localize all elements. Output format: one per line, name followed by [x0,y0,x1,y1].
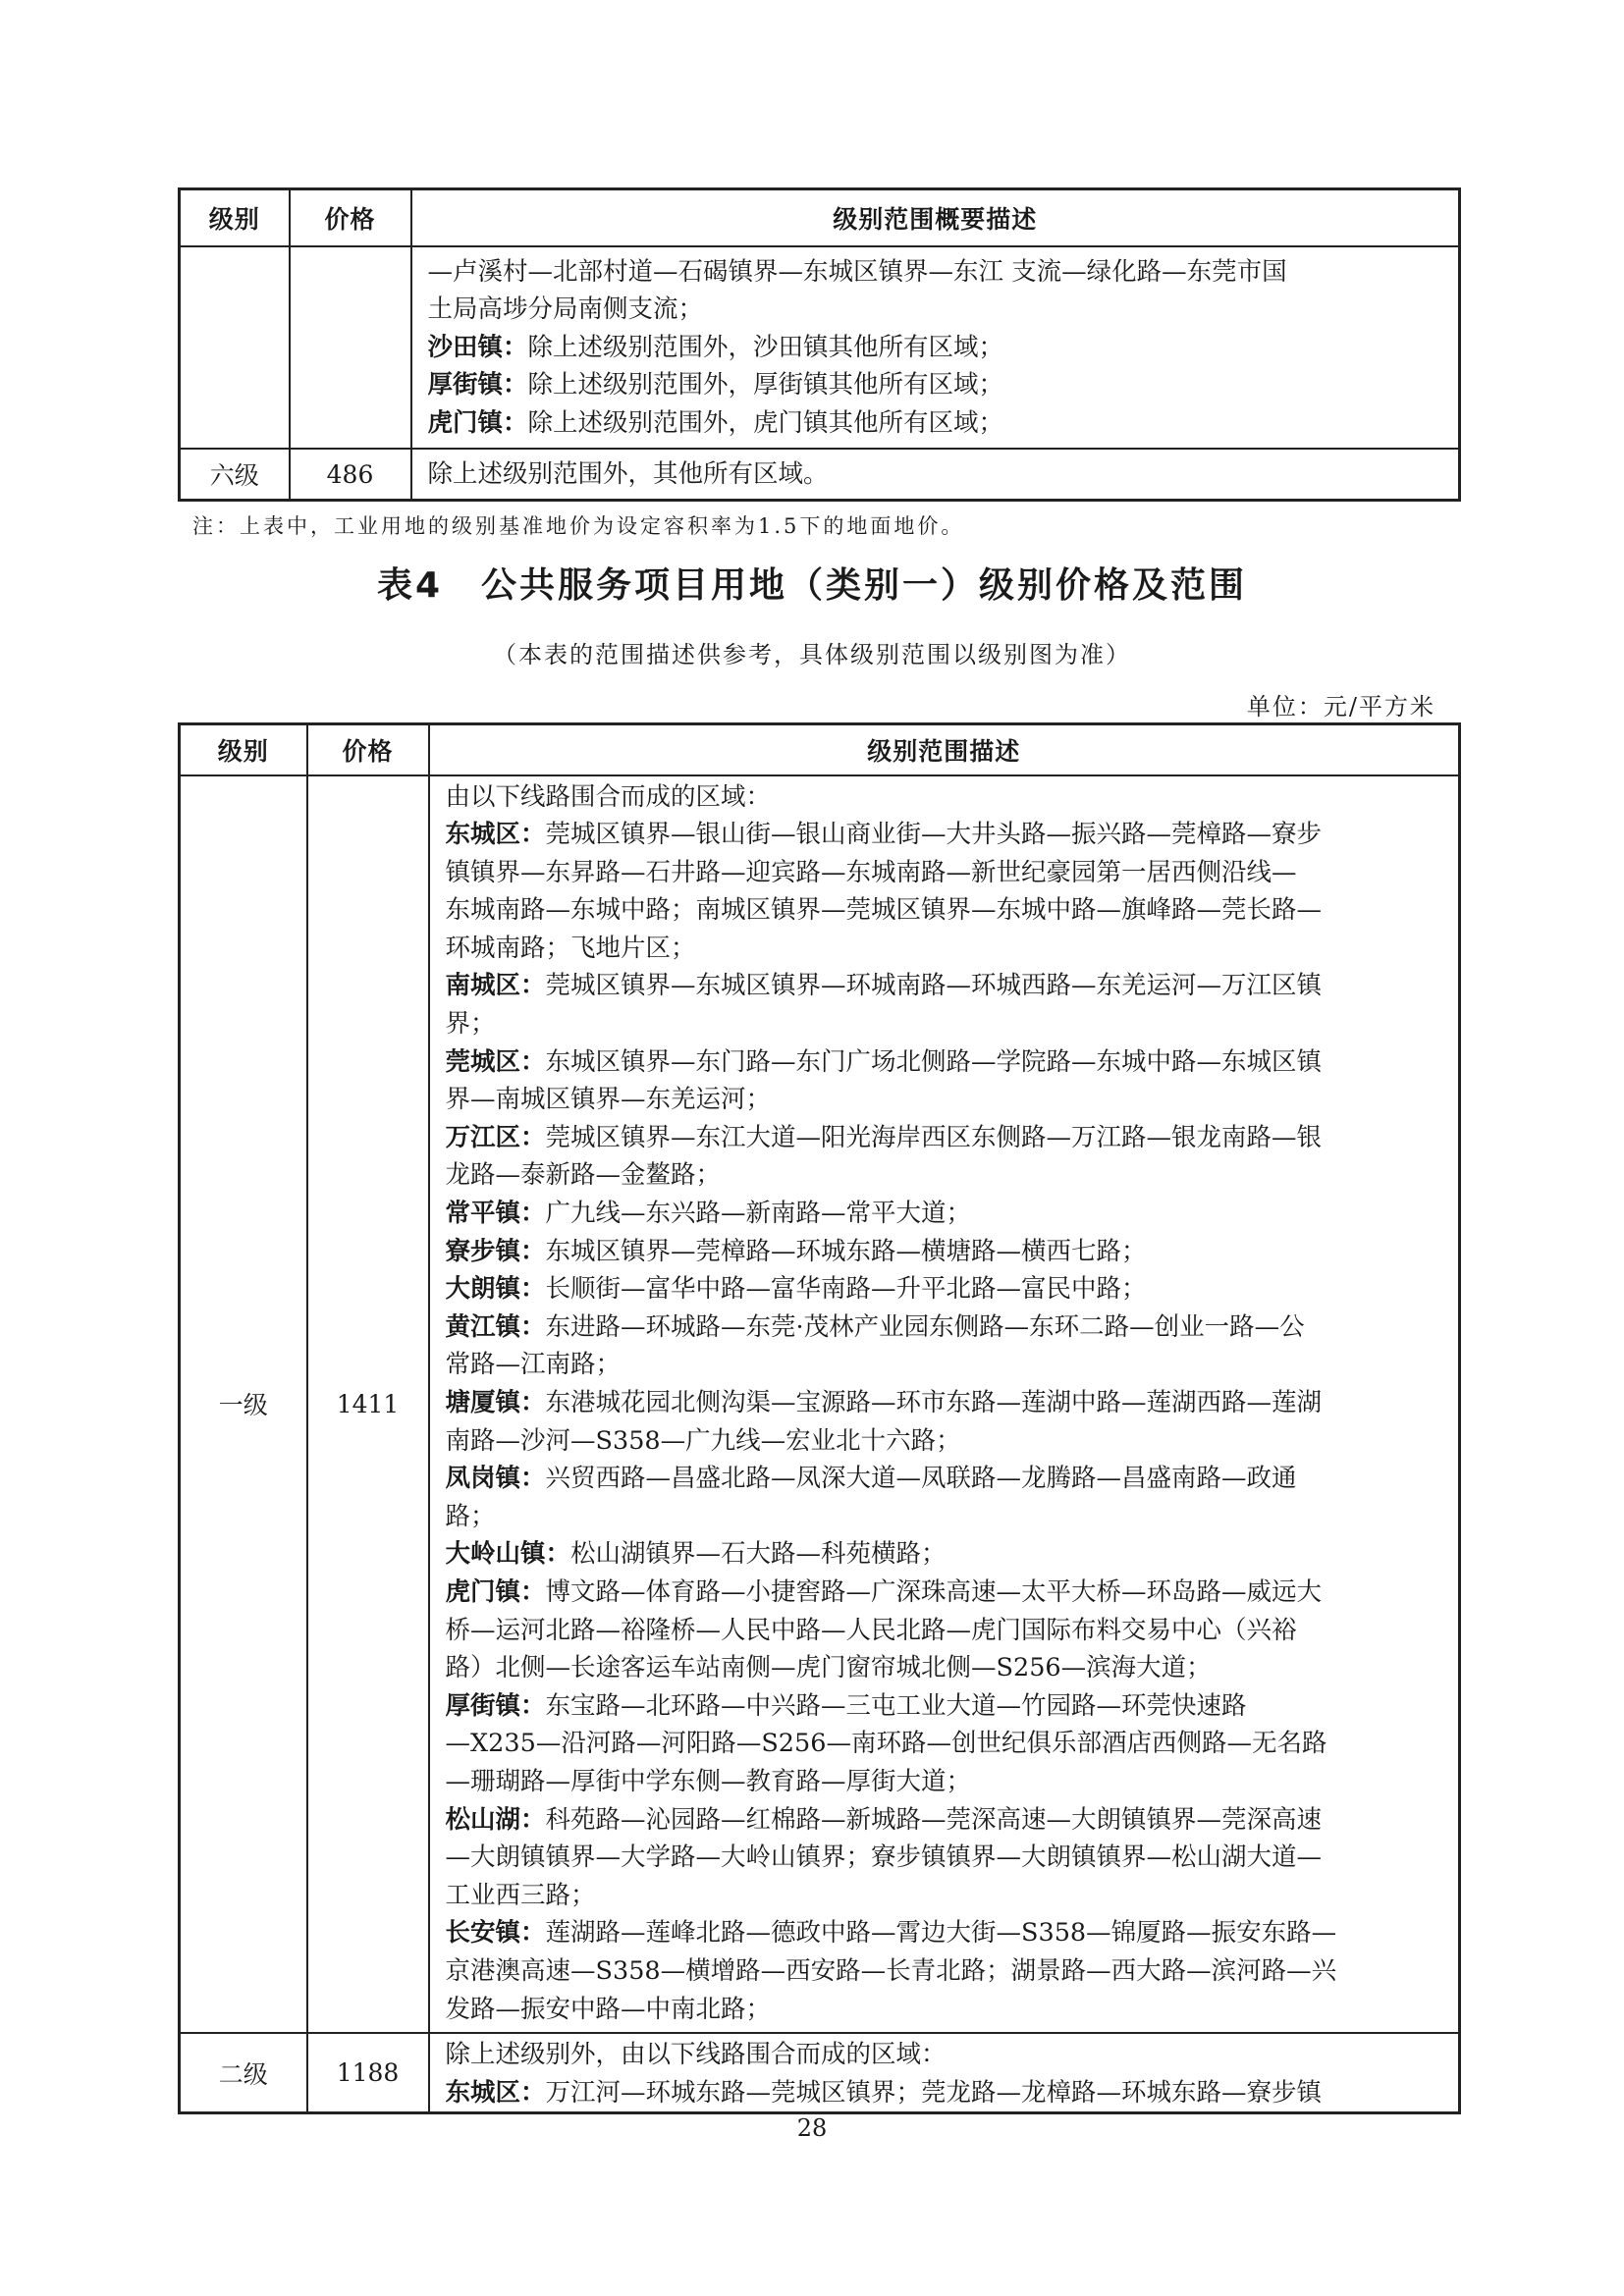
description-line [446,854,1449,892]
town-name: 东城区： [445,2077,546,2108]
description-line [446,1233,1449,1271]
description-line [446,1535,1449,1574]
route-text: 环城南路；飞地片区； [445,933,696,963]
route-text: 发路—振安中路—中南北路； [445,1994,772,2024]
route-text: 除上述级别范围外，厚街镇其他所有区域； [527,370,1004,400]
route-text: 东城南路—东城中路；南城区镇界—莞城区镇界—东城中路—旗峰路—莞长路— [445,895,1323,926]
level-cell: 二级 [180,2033,307,2113]
route-text: 兴贸西路—昌盛北路—凤深大道—凤联路—龙腾路—昌盛南路—政通 [545,1464,1297,1494]
description-line [446,1119,1449,1157]
level-cell: 一级 [180,775,307,2034]
route-text: 界—南城区镇界—东羌运河； [445,1085,772,1115]
description-line [446,967,1449,1005]
route-text: 龙路—泰新路—金鳌路； [445,1160,722,1191]
route-text: 南路—沙河—S358—广九线—宏业北十六路； [445,1425,961,1456]
description-line [446,1574,1449,1612]
description-line [446,1687,1449,1726]
route-text: 镇镇界—东昇路—石井路—迎宾路—东城南路—新世纪豪园第一居西侧沿线— [445,857,1297,887]
route-text: —珊瑚路—厚街中学东侧—教育路—厚街大道； [445,1766,972,1796]
route-text: 土局高埗分局南侧支流； [427,294,704,325]
description-line [446,2036,1449,2074]
route-text: 界； [445,1009,496,1040]
town-name: 东城区： [445,820,546,850]
description-line [446,1422,1449,1461]
description-line [446,1081,1449,1119]
description-line [446,1649,1449,1687]
route-text: 除上述级别范围外，沙田镇其他所有区域； [527,332,1004,362]
description-line [446,1270,1449,1308]
description-line [446,1612,1449,1650]
route-text: 莞城区镇界—东城区镇界—环城南路—环城西路—东羌运河—万江区镇 [545,971,1323,1001]
route-text: 路）北侧—长途客运车站南侧—虎门窗帘城北侧—S256—滨海大道； [445,1653,1212,1683]
header-desc: 级别范围描述 [429,724,1460,775]
route-text: 博文路—体育路—小捷窖路—广深珠高速—太平大桥—环岛路—威远大 [545,1576,1323,1607]
town-name: 万江区： [445,1122,546,1152]
description-line [446,1346,1449,1384]
price-range-table [178,722,1461,2114]
route-text: 桥—运河北路—裕隆桥—人民中路—人民北路—虎门国际布料交易中心（兴裕 [445,1615,1297,1645]
page-number: 28 [796,2114,828,2142]
route-text: 莞城区镇界—银山街—银山商业街—大井头路—振兴路—莞樟路—寮步 [545,820,1323,850]
route-text: 除上述级别外，由以下线路围合而成的区域： [445,2040,947,2070]
price-cell: 486 [290,449,411,500]
route-text: 京港澳高速—S358—横增路—西安路—长青北路；湖景路—西大路—滨河路—兴 [445,1955,1337,1986]
table-note: 注：上表中，工业用地的级别基准地价为设定容积率为1.5下的地面地价。 [192,514,965,538]
description-line [428,329,1449,367]
description-line [446,816,1449,854]
route-text: 莞城区镇界—东江大道—阳光海岸西区东侧路—万江路—银龙南路—银 [545,1122,1323,1152]
price-cell-empty [290,246,411,450]
range-description-cell [429,2033,1460,2113]
header-level: 级别 [180,189,290,246]
price-cell: 1188 [307,2033,429,2113]
description-line [428,291,1449,329]
town-name: 大朗镇： [445,1274,546,1305]
range-description-cell [411,246,1460,450]
range-description-cell: 除上述级别范围外，其他所有区域。 [411,449,1460,500]
description-line [446,778,1449,817]
route-text: —卢溪村—北部村道—石碣镇界—东城区镇界—东江 支流—绿化路—东莞市国 [427,256,1287,287]
route-text: 松山湖镇界—石大路—科苑横路； [570,1539,947,1570]
level-cell-empty [180,246,290,450]
range-description-cell [429,775,1460,2034]
route-text: —大朗镇镇界—大学路—大岭山镇界；寮步镇镇界—大朗镇镇界—松山湖大道— [445,1842,1323,1873]
route-text: 工业西三路； [445,1880,596,1910]
description-line [446,1725,1449,1763]
description-line [446,1763,1449,1801]
continued-table [178,187,1461,502]
description-line [446,1877,1449,1915]
unit-label: 单位：元/平方米 [1246,693,1435,721]
price-cell: 1411 [307,775,429,2034]
description-line [446,1043,1449,1082]
route-text: 万江河—环城东路—莞城区镇界；莞龙路—龙樟路—环城东路—寮步镇 [545,2077,1323,2108]
route-text: 除上述级别范围外，虎门镇其他所有区域； [527,407,1004,438]
route-text: 东港城花园北侧沟渠—宝源路—环市东路—莲湖中路—莲湖西路—莲湖 [545,1388,1323,1417]
description-line [446,1914,1449,1952]
description-line [446,2074,1449,2112]
route-text: —X235—沿河路—河阳路—S256—南环路—创世纪俱乐部酒店西侧路—无名路 [445,1729,1327,1759]
description-line [446,1384,1449,1422]
description-line [446,1005,1449,1043]
description-line [446,1991,1449,2029]
town-name: 凤岗镇： [445,1464,546,1494]
description-line [446,1308,1449,1347]
route-text: 常路—江南路； [445,1350,622,1380]
header-price: 价格 [290,189,411,246]
route-text: 由以下线路围合而成的区域： [445,781,772,812]
town-name: 莞城区： [445,1046,546,1077]
description-line [446,1839,1449,1877]
description-line [428,253,1449,292]
header-level: 级别 [180,724,307,775]
route-text: 东城区镇界—莞樟路—环城东路—横塘路—横西七路； [545,1236,1147,1266]
description-line [428,404,1449,443]
description-line [446,1952,1449,1991]
town-name: 南城区： [445,971,546,1001]
description-line [446,891,1449,930]
level-cell: 六级 [180,449,290,500]
town-name: 长安镇： [445,1918,546,1949]
description-line [428,366,1449,404]
town-name: 塘厦镇： [445,1388,546,1417]
route-text: 广九线—东兴路—新南路—常平大道； [545,1199,972,1229]
town-name: 虎门镇： [427,407,528,438]
table-title: 表4 公共服务项目用地（类别一）级别价格及范围 [376,565,1248,606]
town-name: 松山湖： [445,1804,546,1835]
town-name: 厚街镇： [445,1690,546,1721]
route-text: 东城区镇界—东门路—东门广场北侧路—学院路—东城中路—东城区镇 [545,1046,1323,1077]
route-text: 长顺街—富华中路—富华南路—升平北路—富民中路； [545,1274,1147,1305]
route-text: 莲湖路—莲峰北路—德政中路—霄边大街—S358—锦厦路—振安东路— [545,1918,1337,1949]
description-line [446,1460,1449,1498]
town-name: 大岭山镇： [445,1539,571,1570]
town-name: 寮步镇： [445,1236,546,1266]
description-line [446,1156,1449,1195]
town-name: 黄江镇： [445,1311,546,1342]
route-text: 东宝路—北环路—中兴路—三屯工业大道—竹园路—环莞快速路 [545,1690,1247,1721]
header-price: 价格 [307,724,429,775]
town-name: 虎门镇： [445,1576,546,1607]
description-line [446,1801,1449,1840]
town-name: 常平镇： [445,1199,546,1229]
route-text: 东进路—环城路—东莞·茂林产业园东侧路—东环二路—创业一路—公 [545,1311,1305,1342]
description-line [446,1195,1449,1233]
route-text: 科苑路—沁园路—红棉路—新城路—莞深高速—大朗镇镇界—莞深高速 [545,1804,1323,1835]
description-line [446,930,1449,968]
town-name: 沙田镇： [427,332,528,362]
header-desc: 级别范围概要描述 [411,189,1460,246]
town-name: 厚街镇： [427,370,528,400]
table-subtitle: （本表的范围描述供参考，具体级别范围以级别图为准） [493,641,1131,668]
description-line [446,1498,1449,1536]
route-text: 路； [445,1501,496,1531]
